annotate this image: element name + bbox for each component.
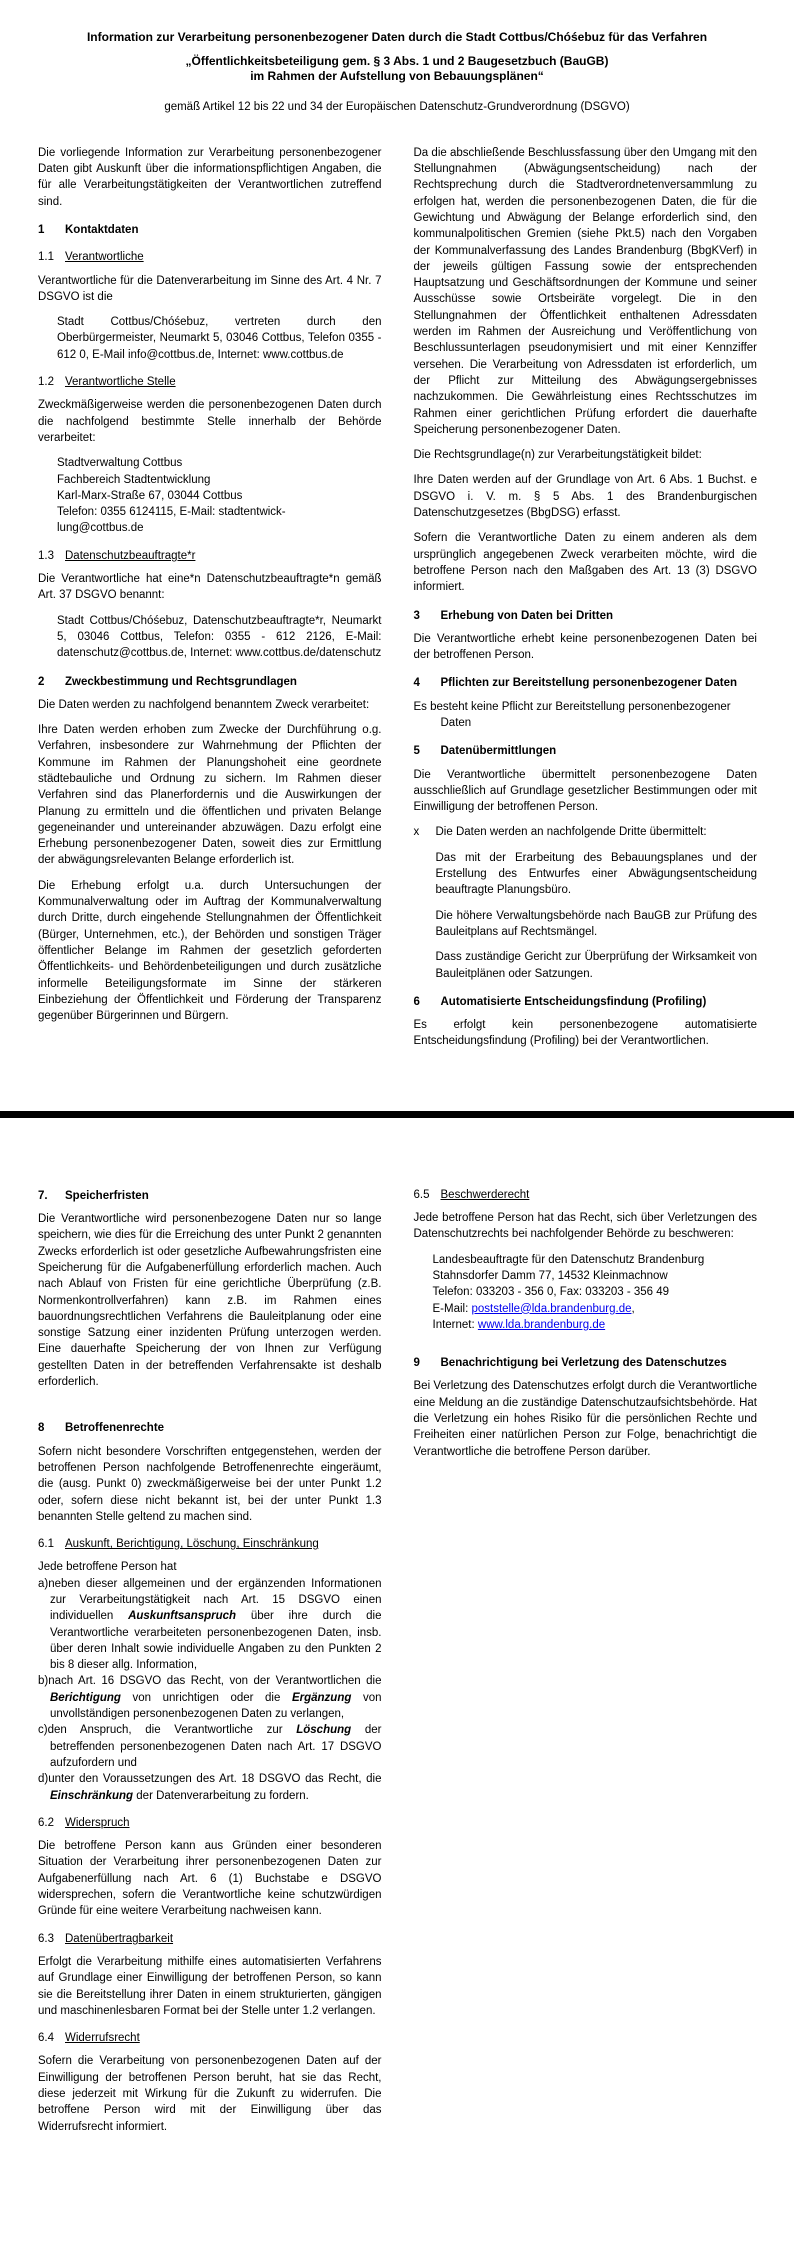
- heading-number: 6.2: [38, 1816, 54, 1829]
- section-heading-pflichten: [414, 675, 758, 691]
- list-item-prefix: d): [38, 1773, 49, 1786]
- email-label: E-Mail:: [432, 1302, 472, 1315]
- heading-number: 3: [413, 609, 420, 622]
- paragraph-rechtsgrundlage-3: Sofern die Verantwortliche Daten zu einem anderen als dem ursprünglich angegebenen Zweck verarbeiten möchte, wird die betroffene Person nach den Maßgaben des Art. 13 (3) DSGVO informiert.: [413, 532, 757, 594]
- paragraph-rechtsgrundlage-1: Die Rechtsgrundlage(n) zur Verarbeitungstätigkeit bildet:: [413, 449, 702, 462]
- address-block-dsb: Stadt Cottbus/Chóśebuz, Datenschutzbeauftragte*r, Neumarkt 5, 03046 Cottbus, Telefon: 0355 - 612 2126, E-Mail: datenschutz@cottbus.de, Internet: www.cottbus.de/datenschutz: [57, 614, 382, 660]
- heading-label: Erhebung von Daten bei Dritten: [440, 609, 614, 622]
- list-item-text: der betreffenden personenbezogenen Daten nach Art. 17 DSGVO aufzufordern und: [50, 1724, 382, 1769]
- subsection-heading-verantwortliche-stelle: [38, 374, 382, 390]
- heading-label: Speicherfristen: [65, 1189, 149, 1202]
- address-line: Telefon: 033203 - 356 0, Fax: 033203 - 356 49: [432, 1286, 670, 1299]
- list-item-a: [38, 1576, 382, 1674]
- section-heading-speicherfristen: [38, 1188, 382, 1204]
- document-title-block: [0, 0, 794, 115]
- heading-number: 1: [38, 223, 45, 236]
- address-line: Telefon: 0355 6124115, E-Mail: stadtentwick-: [57, 506, 286, 519]
- paragraph-zweck-2: Ihre Daten werden erhoben zum Zwecke der Durchführung o.g. Verfahren, insbesondere zur Wahrnehmung der Pflichten der Kommune im Rahmen der Planungshoheit eine geordnete städtebauliche und Ordnung zu sichern. Im Rahmen dieser Verfahren sind das Planerfordernis und die Auswirkungen der Planung zu ermitteln und die öffentlichen und privaten Belange gegeneinander und untereinander abzuwägen. Dazu erfolgt eine Erhebung personenbezogener Daten, soweit dies zur Ermittlung der abwägungsrelevanten Belange erforderlich ist.: [38, 724, 382, 867]
- subsection-heading-verantwortliche: [38, 249, 382, 265]
- page-title-line2: „Öffentlichkeitsbeteiligung gem. § 3 Abs. 1 und 2 Baugesetzbuch (BauGB): [185, 53, 609, 68]
- address-line: Stadtverwaltung Cottbus: [57, 457, 183, 470]
- page1-columns: [0, 145, 794, 1059]
- heading-label: Kontaktdaten: [65, 223, 139, 236]
- heading-number: 1.3: [38, 549, 54, 562]
- heading-label: Benachrichtigung bei Verletzung des Datenschutzes: [440, 1357, 727, 1370]
- paragraph-erhebung: Die Verantwortliche erhebt keine personenbezogenen Daten bei der betroffenen Person.: [413, 632, 757, 662]
- dritte-item: Dass zuständige Gericht zur Überprüfung der Wirksamkeit von Bauleitplänen oder Satzungen.: [435, 951, 757, 980]
- heading-label: Betroffenenrechte: [65, 1422, 165, 1435]
- section-heading-kontaktdaten: [38, 222, 382, 238]
- heading-number: 6.4: [38, 2032, 54, 2045]
- list-item-text: von unvollständigen personenbezogenen Daten zu verlangen,: [50, 1691, 382, 1721]
- list-item-prefix: a): [38, 1577, 49, 1590]
- paragraph-profiling: Es erfolgt kein personenbezogene automatisierte Entscheidungsfindung (Profiling) bei der Verantwortlichen.: [413, 1019, 757, 1048]
- heading-number: 1.1: [38, 251, 54, 264]
- section-heading-benachrichtigung: [414, 1355, 758, 1371]
- checked-item-text: Die Daten werden an nachfolgende Dritte übermittelt:: [435, 826, 707, 839]
- paragraph-dsb: Die Verantwortliche hat eine*n Datenschutzbeauftragte*n gemäß Art. 37 DSGVO benannt:: [38, 573, 382, 602]
- heading-label: Automatisierte Entscheidungsfindung (Profiling): [440, 995, 707, 1008]
- address-block-stadt: Stadt Cottbus/Chóśebuz, vertreten durch den Oberbürgermeister, Neumarkt 5, 03046 Cottbus, Telefon 0355 - 612 0, E-Mail info@cottbus.de, Internet: www.cottbus.de: [57, 316, 382, 361]
- list-item-text: neben dieser allgemeinen und der ergänzenden Informationen zur Verarbeitungstätigkeit nach Art. 15 DSGVO einen individuellen: [48, 1577, 382, 1623]
- checkbox-x-mark: x: [413, 826, 420, 839]
- paragraph-speicherfristen: Die Verantwortliche wird personenbezogene Daten nur so lange speichern, wie dies für die Erreichung des unter Punkt 2 genannten Zwecks erforderlich ist oder gesetzliche Aufbewahrungsfristen eine Speicherung für die Aufgabenerfüllung erforderlich machen. Auch nach Ablauf von Fristen für eine gerichtliche Überprüfung (z.B. Normenkontrollverfahren) kann z.B. im Rahmen eines bauordnungsrechtlichen Verfahrens die Bauleitplanung oder eine sonstige Satzung einer inzidenten Prüfung unterzogen werden. Eine dauerhafte Speicherung der von Ihnen zur Verfügung gestellten Daten in der betreffenden Verfahrensakte ist deshalb erforderlich.: [38, 1213, 382, 1389]
- heading-number: 6.5: [413, 1188, 430, 1201]
- address-line-email: [433, 1301, 758, 1317]
- paragraph-betroffenenrechte: Sofern nicht besondere Vorschriften entgegenstehen, werden der betroffenen Person nachfolgende Betroffenenrechte eingeräumt, die (ausg. Punkt 0) zweckmäßigerweise bei der unter Punkt 1.2 oder, sofern diese nicht bekannt ist, bei der unter Punkt 1.3 benannten Stelle geltend zu machen sind.: [38, 1445, 382, 1523]
- heading-number: 1.2: [38, 376, 54, 389]
- page-separator: [0, 1111, 794, 1118]
- checked-item-dritte: [414, 824, 758, 840]
- paragraph-widerspruch: Die betroffene Person kann aus Gründen einer besonderen Situation der Verarbeitung ihrer personenbezogenen Daten zur Aufgabenerfüllung nach Art. 6 (1) Buchstabe e DSGVO widersprechen, sofern die Verantwortliche keine schutzwürdigen Gründe für eine weitere Verarbeitung nachweisen kann.: [38, 1840, 382, 1918]
- list-item-c: [38, 1722, 382, 1771]
- heading-label: Datenschutzbeauftragte*r: [65, 549, 196, 562]
- heading-number: 2: [38, 675, 45, 688]
- heading-label: Widerspruch: [65, 1816, 130, 1829]
- paragraph-rechtsgrundlage-2: Ihre Daten werden auf der Grundlage von Art. 6 Abs. 1 Buchst. e DSGVO i. V. m. § 5 Abs. 1 des Brandenburgischen Datenschutzgesetzes (BbgDSG) erfasst.: [413, 474, 757, 520]
- emphasized-term: Auskunftsanspruch: [128, 1610, 237, 1623]
- subsection-heading-widerspruch: [38, 1815, 382, 1831]
- page1-left-column: [38, 145, 382, 1034]
- heading-label: Datenübermittlungen: [440, 745, 557, 758]
- paragraph-verletzung: Bei Verletzung des Datenschutzes erfolgt durch die Verantwortliche eine Meldung an die zuständige Datenschutzaufsichtsbehörde. Hat die Verletzung ein hohes Risiko für die persönlichen Rechte und Freiheiten einer natürlichen Person zur Folge, benachrichtigt die Verantwortliche die betroffene Person darüber.: [413, 1380, 757, 1458]
- heading-label: Verantwortliche: [65, 251, 144, 264]
- address-line: Stahnsdorfer Damm 77, 14532 Kleinmachnow: [432, 1269, 668, 1282]
- list-item-prefix: b): [38, 1675, 49, 1688]
- list-item-text: unter den Voraussetzungen des Art. 18 DSGVO das Recht, die: [48, 1773, 382, 1786]
- heading-number: 6.1: [38, 1538, 54, 1551]
- section-heading-betroffenenrechte: [38, 1420, 382, 1436]
- intro-paragraph: Die vorliegende Information zur Verarbeitung personenbezogener Daten gibt Auskunft über die informationspflichtigen Angaben, die für alle Verarbeitungstätigkeiten der Verantwortlichen zutreffend sind.: [38, 146, 382, 208]
- heading-label: Pflichten zur Bereitstellung personenbezogener Daten: [440, 677, 737, 690]
- paragraph-verantwortliche: Verantwortliche für die Datenverarbeitung im Sinne des Art. 4 Nr. 7 DSGVO ist die: [38, 274, 382, 303]
- subsection-heading-beschwerderecht: [414, 1187, 758, 1203]
- paragraph-uebertragbarkeit: Erfolgt die Verarbeitung mithilfe eines automatisierten Verfahrens auf Grundlage einer Einwilligung der betroffenen Person, so kann sie die Bereitstellung ihrer Daten in einem strukturierten, gängigen und maschinenlesbaren Format bei der Stelle unter 1.2 verlangen.: [38, 1955, 382, 2017]
- heading-label: Zweckbestimmung und Rechtsgrundlagen: [65, 675, 297, 688]
- dritte-item: Die höhere Verwaltungsbehörde nach BauGB zur Prüfung des Bauleitplans auf Rechtsmängel.: [435, 909, 757, 938]
- address-line-internet: [433, 1317, 758, 1333]
- emphasized-term: Löschung: [296, 1724, 352, 1737]
- subsection-heading-datenschutzbeauftragter: [38, 548, 382, 564]
- subsection-heading-auskunft: [38, 1536, 382, 1552]
- address-block-stadtverwaltung: [57, 455, 382, 536]
- emphasized-term: Einschränkung: [50, 1789, 134, 1802]
- heading-number: 6.3: [38, 1932, 54, 1945]
- page-title-line3: im Rahmen der Aufstellung von Bebauungsplänen“: [250, 69, 544, 83]
- heading-number: 7.: [38, 1189, 48, 1202]
- heading-label: Auskunft, Berichtigung, Löschung, Einschränkung: [65, 1538, 319, 1551]
- emphasized-term: Berichtigung: [50, 1691, 121, 1704]
- address-line: Fachbereich Stadtentwicklung: [57, 473, 211, 486]
- internet-label: Internet:: [432, 1318, 478, 1331]
- heading-number: 8: [38, 1422, 45, 1435]
- paragraph-stelle: Zweckmäßigerweise werden die personenbezogenen Daten durch die nachfolgend bestimmte Stelle innerhalb der Behörde verarbeitet:: [38, 399, 382, 444]
- address-line: Landesbeauftragte für den Datenschutz Brandenburg: [432, 1253, 705, 1266]
- paragraph-pflicht: Es besteht keine Pflicht zur Bereitstellung personenbezogener Daten: [413, 700, 731, 729]
- page2-left-column: [38, 1176, 382, 2144]
- paragraph-zweck-3: Die Erhebung erfolgt u.a. durch Untersuchungen der Kommunalverwaltung oder im Auftrag der Kommunalverwaltung durch Dritte, durch eingehende Stellungnahmen der Öffentlichkeit (Bürger, Unternehmen, etc.), der Behörden und sonstigen Träger öffentlicher Belange im Rahmen der gesetzlich geforderten Öffentlichkeits- und Behördenbeteiligungen und durch zusätzliche informelle Beteiligungsformate im Sinne der stärkeren Einbeziehung der Öffentlichkeit und Förderung der Transparenz gegenüber Bürgerinnen und Bürgern.: [38, 879, 382, 1023]
- email-link[interactable]: poststelle@lda.brandenburg.de: [471, 1302, 632, 1315]
- heading-number: 9: [413, 1357, 420, 1370]
- address-block-landesbeauftragte: [433, 1252, 758, 1333]
- page2-columns: [0, 1176, 794, 2144]
- heading-number: 5: [413, 745, 420, 758]
- paragraph-jede-person: Jede betroffene Person hat: [38, 1561, 177, 1574]
- list-item-prefix: c): [38, 1724, 48, 1737]
- heading-label: Widerrufsrecht: [65, 2032, 140, 2045]
- page-subtitle: gemäß Artikel 12 bis 22 und 34 der Europäischen Datenschutz-Grundverordnung (DSGVO): [164, 100, 630, 113]
- website-link[interactable]: www.lda.brandenburg.de: [477, 1318, 606, 1331]
- heading-number: 4: [413, 677, 420, 690]
- heading-label: Verantwortliche Stelle: [65, 376, 176, 389]
- emphasized-term: Ergänzung: [291, 1691, 352, 1704]
- paragraph-beschwerde: Jede betroffene Person hat das Recht, sich über Verletzungen des Datenschutzrechts bei nachfolgender Behörde zu beschweren:: [413, 1212, 757, 1241]
- section-heading-profiling: [414, 994, 758, 1010]
- section-heading-erhebung: [414, 608, 758, 624]
- address-line: lung@cottbus.de: [57, 522, 144, 535]
- list-item-text: von unrichtigen oder die: [120, 1691, 292, 1704]
- paragraph-abwaegung: Da die abschließende Beschlussfassung über den Umgang mit den Stellungnahmen (Abwägungsentscheidung) nach der Rechtsprechung durch die Stadtverordnetenversammlung zu erfolgen hat, werden die personenbezogenen Daten, die für die Gewichtung und Abwägung der Belange erforderlich sind, den kommunalpolitischen Gremien (siehe Pkt.5) nach den Vorgaben der Kommunalverfassung des Landes Brandenburg (BbgKVerf) in der jeweils gültigen Fassung sowie der entsprechenden Hauptsatzung und Geschäftsordnungen der Kommune und seiner Ausschüsse sowie Ortsbeiräte vorgelegt. Die in den Stellungnahmen der Öffentlichkeit enthaltenen Adressdaten werden im Rahmen der Ausreichung und Veröffentlichung von Beschlussunterlagen pseudonymisiert und mit einer Kennziffer versehen. Die Verarbeitung von Adressdaten ist erforderlich, um der Pflicht zur Mitteilung des Abwägungsergebnisses nachzukommen. Die Gewährleistung eines Rechtsschutzes im Rahmen einer gerichtlichen Prüfung erfordert die dauerhafte Speicherung personenbezogener Daten.: [413, 146, 757, 436]
- section-heading-zweckbestimmung: [38, 674, 382, 690]
- list-item-text: über ihre durch die Verantwortliche verarbeiteten personenbezogenen Daten, insb. über deren Inhalt sowie individuelle Angaben zu den Punkten 2 bis 8 dieser allg. Information,: [50, 1610, 382, 1672]
- paragraph-zweck-1: Die Daten werden zu nachfolgend benanntem Zweck verarbeitet:: [38, 698, 370, 711]
- list-item-text: nach Art. 16 DSGVO das Recht, von der Verantwortlichen die: [48, 1675, 382, 1688]
- subsection-heading-datenuebertragbarkeit: [38, 1931, 382, 1947]
- paragraph-widerruf: Sofern die Verarbeitung von personenbezogenen Daten auf der Einwilligung der betroffenen Person beruht, hat sie das Recht, diese jederzeit mit Wirkung für die Zukunft zu widerrufen. Die betroffene Person wird mit der Einwilligung über das Widerrufsrecht informiert.: [38, 2055, 382, 2133]
- paragraph-uebermittlung: Die Verantwortliche übermittelt personenbezogene Daten ausschließlich auf Grundlage gesetzlicher Bestimmungen oder mit Einwilligung der betroffenen Person.: [413, 768, 757, 814]
- rights-list: [38, 1576, 382, 1804]
- page2-right-column: [414, 1176, 758, 1469]
- list-item-text: der Datenverarbeitung zu fordern.: [133, 1789, 309, 1802]
- subsection-heading-widerrufsrecht: [38, 2030, 382, 2046]
- address-line: Karl-Marx-Straße 67, 03044 Cottbus: [57, 489, 243, 502]
- list-item-b: [38, 1673, 382, 1722]
- section-heading-datenuebermittlungen: [414, 743, 758, 759]
- email-suffix: ,: [631, 1302, 635, 1315]
- page1-right-column: [414, 145, 758, 1059]
- heading-label: Beschwerderecht: [440, 1188, 530, 1201]
- list-item-text: den Anspruch, die Verantwortliche zur: [47, 1724, 297, 1737]
- heading-number: 6: [413, 995, 420, 1008]
- dritte-item: Das mit der Erarbeitung des Bebauungsplanes und der Erstellung des Entwurfes einer Abwägungsentscheidung beauftragte Planungsbüro.: [435, 851, 757, 897]
- heading-label: Datenübertragbarkeit: [65, 1932, 174, 1945]
- page-title-line1: Information zur Verarbeitung personenbezogener Daten durch die Stadt Cottbus/Chóśebuz für das Verfahren: [86, 30, 708, 44]
- list-item-d: [38, 1771, 382, 1804]
